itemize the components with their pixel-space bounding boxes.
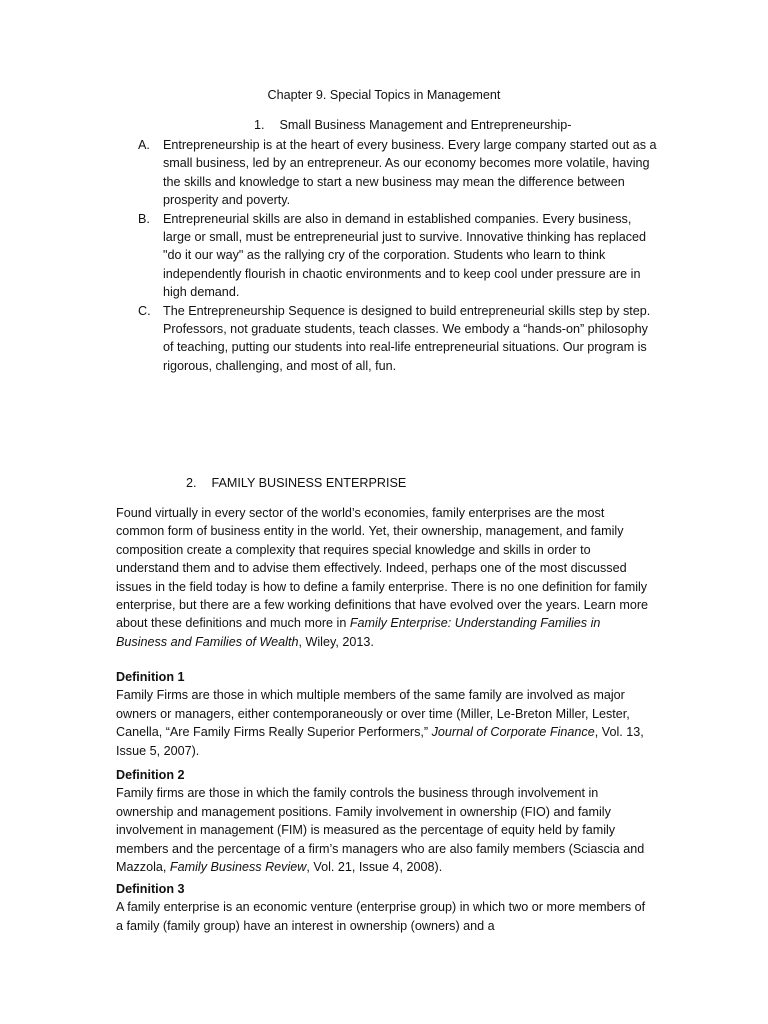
definition-citation-end: , Vol. 21, Issue 4, 2008). xyxy=(306,860,443,875)
list-marker: A. xyxy=(138,138,150,152)
section-1-title: Small Business Management and Entrepreneurship- xyxy=(279,118,572,132)
definition-text xyxy=(116,898,652,935)
list-item-text: Entrepreneurship is at the heart of every business. Every large company started out as a small business, led by an entrepreneur. As our economy becomes more volatile, having the skills and knowledge to start a new business may mean the difference between prosperity and poverty. xyxy=(163,138,657,208)
definition-text xyxy=(116,686,652,760)
definition-1 xyxy=(116,668,652,760)
list-item xyxy=(138,136,658,210)
definition-citation-end: , Vol. 13, Issue 5, 2007). xyxy=(116,725,644,758)
list-item xyxy=(138,210,658,302)
definition-title: Definition 1 xyxy=(116,670,185,684)
definition-body: Family Firms are those in which multiple members of the same family are involved as major owners or managers, either contemporaneously or over time (Miller, Le-Breton Miller, Lester, Canella, “Are Family Firms Really Superior Performers,” xyxy=(116,688,630,740)
journal-title: Journal of Corporate Finance xyxy=(431,725,595,740)
list-item-text: The Entrepreneurship Sequence is designed to build entrepreneurial skills step by step. Professors, not graduate students, teach classes. We embody a “hands-on” philosophy of teaching, putting our students into real-life entrepreneurial situations. Our program is rigorous, challenging, and most of all, fun. xyxy=(163,303,651,373)
definition-text xyxy=(116,784,652,876)
section-1-number: 1. xyxy=(254,118,265,132)
list-marker: B. xyxy=(138,211,150,226)
list-marker: C. xyxy=(138,303,151,318)
section-1-heading xyxy=(254,116,571,134)
intro-book-title: Family Enterprise: Understanding Families in Business and Families of Wealth xyxy=(116,616,601,649)
section-1-list xyxy=(138,136,658,375)
section-2-intro xyxy=(116,504,652,651)
section-2-heading xyxy=(186,474,406,492)
section-2-number: 2. xyxy=(186,476,197,490)
intro-text: Found virtually in every sector of the world’s economies, family enterprises are the most common form of business entity in the world. Yet, their ownership, management, and family composition create a complexity that requires special knowledge and skills in order to understand them and to advise them effectively. Indeed, perhaps one of the most discussed issues in the field today is how to define a family enterprise. There is no one definition for family enterprise, but there are a few working definitions that have evolved over the years. Learn more about these definitions and much more in xyxy=(116,506,649,631)
definition-body: A family enterprise is an economic venture (enterprise group) in which two or more members of a family (family group) have an interest in ownership (owners) and a xyxy=(116,900,646,933)
journal-title: Family Business Review xyxy=(169,860,307,875)
definition-2 xyxy=(116,766,652,876)
list-item xyxy=(138,302,658,376)
intro-text-end: , Wiley, 2013. xyxy=(298,634,374,649)
definition-3 xyxy=(116,880,652,935)
chapter-title: Chapter 9. Special Topics in Management xyxy=(267,88,501,102)
definition-title: Definition 3 xyxy=(116,882,185,896)
section-2-title: FAMILY BUSINESS ENTERPRISE xyxy=(211,476,407,490)
definition-body: Family firms are those in which the family controls the business through involvement in ownership and management positions. Family involvement in ownership (FIO) and family involvement in management (FIM) is measured as the percentage of equity held by family members and the percentage of a firm’s managers who are also family members (Sciascia and Mazzola, xyxy=(116,786,645,875)
list-item-text: Entrepreneurial skills are also in demand in established companies. Every business, large or small, must be entrepreneurial just to survive. Innovative thinking has replaced "do it our way" as the rallying cry of the corporation. Students who learn to think independently flourish in chaotic environments and to keep cool under pressure are in high demand. xyxy=(163,211,647,300)
definition-title: Definition 2 xyxy=(116,768,185,782)
